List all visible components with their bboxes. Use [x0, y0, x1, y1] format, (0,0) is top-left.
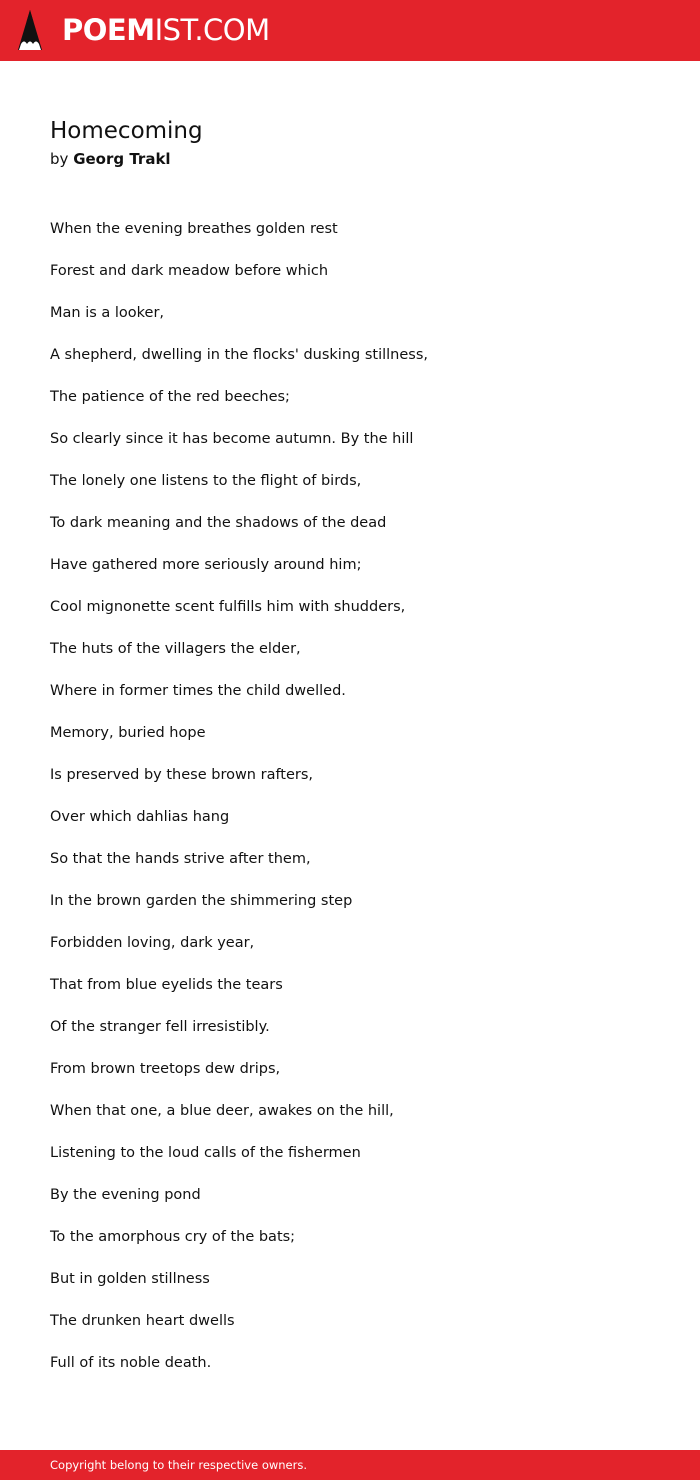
poem-line: Memory, buried hope	[50, 725, 206, 741]
poem-line: Forest and dark meadow before which	[50, 263, 329, 279]
poem-line: Full of its noble death.	[50, 1355, 212, 1371]
poem-line: Cool mignonette scent fulfills him with shudders,	[50, 599, 406, 615]
poem-line: Over which dahlias hang	[50, 809, 230, 825]
site-footer	[0, 1450, 700, 1480]
poem-line: Listening to the loud calls of the fishermen	[50, 1145, 361, 1161]
logo-text-bold: POEM	[62, 13, 155, 47]
site-logo[interactable]	[62, 12, 270, 48]
poem-line: To the amorphous cry of the bats;	[50, 1229, 296, 1245]
poem-line: The lonely one listens to the flight of birds,	[50, 473, 362, 489]
poem-line: That from blue eyelids the tears	[50, 977, 283, 993]
poem-line: The patience of the red beeches;	[50, 389, 290, 405]
poem-author: Georg Trakl	[73, 150, 171, 168]
poem-line: When the evening breathes golden rest	[50, 221, 338, 237]
poem-line: Man is a looker,	[50, 305, 165, 321]
poem-title: Homecoming	[50, 118, 203, 144]
logo-text-light: IST.COM	[154, 13, 270, 47]
poem-line: From brown treetops dew drips,	[50, 1061, 281, 1077]
poem-byline	[50, 148, 171, 170]
copyright-notice: Copyright belong to their respective owners.	[50, 1458, 308, 1472]
poem-body	[50, 218, 650, 1394]
poem-line: So that the hands strive after them,	[50, 851, 311, 867]
poem-line: Is preserved by these brown rafters,	[50, 767, 314, 783]
poem-line: A shepherd, dwelling in the flocks' dusking stillness,	[50, 347, 428, 363]
poem-line: To dark meaning and the shadows of the dead	[50, 515, 387, 531]
pencil-tip-icon[interactable]	[18, 10, 42, 51]
poem-line: But in golden stillness	[50, 1271, 210, 1287]
by-label: by	[50, 150, 69, 168]
poem-line: When that one, a blue deer, awakes on the hill,	[50, 1103, 394, 1119]
poem-line: By the evening pond	[50, 1187, 201, 1203]
poem-line: The huts of the villagers the elder,	[50, 641, 301, 657]
poem-line: Have gathered more seriously around him;	[50, 557, 362, 573]
site-header	[0, 0, 700, 61]
poem-line: Forbidden loving, dark year,	[50, 935, 255, 951]
poem-line: So clearly since it has become autumn. By the hill	[50, 431, 414, 447]
poem-line: Where in former times the child dwelled.	[50, 683, 346, 699]
poem-line: Of the stranger fell irresistibly.	[50, 1019, 270, 1035]
poem-line: In the brown garden the shimmering step	[50, 893, 353, 909]
poem-line: The drunken heart dwells	[50, 1313, 235, 1329]
